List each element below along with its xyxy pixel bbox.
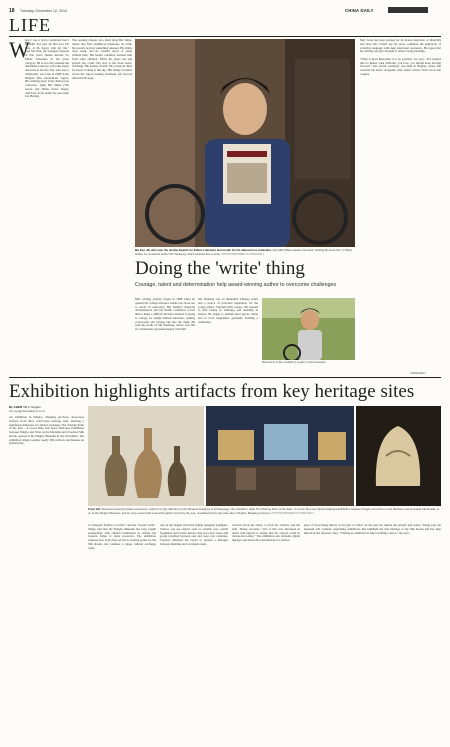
story2-photo-ivory bbox=[356, 406, 441, 506]
story1-byline: CHINA DAILY bbox=[410, 372, 426, 375]
ivory-vessel-illustration bbox=[356, 406, 441, 506]
story-divider bbox=[9, 377, 441, 378]
story2-column-1: An exhibition in Ningbo, Zhejiang province, showcases artifacts from three world-class heritage sites, marking a significant milestone in cultural exchange. The Starting Point of the East - A Cross-Time and Space Dialogue Exhibition between Ningbo and Xi'an on the Maritime and Overland Silk Roads, opened at the Ningbo Museum in late November. The exhibition brings together nearly 300 artifacts and features an ancient map. bbox=[9, 416, 84, 446]
story2-photo-exhibition bbox=[206, 406, 354, 506]
main-photo-caption: Ma Xun, 26, who won the Junma Awards for Ethnic Literature last month for his debut prose collection, Qing Bai Shijie releases his book, holding the book Wo Yu Shien written by renowned author Shi Tiesheng, which inspired him to write. PHOTOS PROVIDED TO CHINA DAILY bbox=[135, 248, 353, 256]
issue-date: Tuesday, December 12, 2014 bbox=[20, 8, 67, 13]
story2-column-5: pure of showcasing history is not just to reflect on the past but inspire the present and future. Zhang says the museum will continue organizing exhibitions that highlight the rich heritage of the Silk Roads and the deep historical ties between cities. "Visiting an exhibition is like travelling a place," she says. bbox=[304, 524, 441, 535]
story1-column-4: Shi Tiesheng was an influential Chinese writer and a source of profound inspiration for the young author. Through Shi's essays, Ma learned to find beauty in suffering and meaning in silence. He began to publish short pieces online and in local magazines, gradually building a readership. bbox=[198, 298, 258, 324]
header-rule bbox=[9, 36, 441, 37]
story1-column-1: hen I was a doctor predicted that I wouldn't live past 10. But now I'm here, at 26, happy with my life," says Ma Xun, the youngest laureate of this year's Junma Awards for Ethnic Literature in the prose category. He is not only talented but determined and has overcome many obstacles in his life. Ma, who uses a wheelchair, was born in 1988 in the Ningxia Hui autonomous region. His winning piece is his debut prose collection, Qing Bai Shijie (The Green and White Stone Steps), which he wrote under the pen name Liu Hexing. bbox=[25, 39, 69, 99]
story2-column-4: worried about the safety of both the artifacts and the staff. Zhang recounts, "All of this was discussed in detail with experts to ensure that the objects could be transported safely." The exhibition also includes digital displays and interactive installations for visitors. bbox=[232, 524, 300, 542]
author-with-book-illustration bbox=[135, 39, 355, 247]
secondary-photo bbox=[262, 298, 355, 360]
story1-headline: Doing the 'write' thing bbox=[135, 258, 305, 279]
story2-column-3: trap in the largest and most highly designed examples. Visitors can see objects such as ceramic pots, textile fragments and bronze mirrors that trace how ideas and goods travelled between east and west over centuries. Curators designed the layout to present a dialogue between maritime and overland routes. bbox=[160, 524, 228, 546]
publication-logo bbox=[388, 7, 428, 13]
author-in-park-illustration bbox=[262, 298, 355, 360]
story1-column-3: Ma's writing journey began in 2008 when he opened his college entrance exams but chose not to enroll in university. His family's financial circumstances and his health conditions forced him to make a difficult decision. Instead of going to college, he taught himself literature, reading voraciously and writing late into the night. He read the works of Shi Tiesheng, whose own life in a wheelchair resonated deeply with him. bbox=[135, 298, 195, 331]
story2-byline: By CHEN YU in Ningbo chenyu@chinadaily.com.cn bbox=[9, 405, 46, 413]
publication-name: CHINA DAILY bbox=[345, 8, 374, 13]
page-number: 18 bbox=[9, 8, 15, 14]
exhibition-hall-illustration bbox=[206, 406, 354, 506]
secondary-photo-caption: Ma beams in the sunlight in a park in his hometown. bbox=[262, 360, 327, 364]
section-title: LIFE bbox=[9, 15, 51, 35]
main-photo bbox=[135, 39, 355, 247]
story1-deck: Courage, talent and determination help award-winning author to overcome challenges bbox=[135, 282, 337, 288]
story2-photo-bottles bbox=[88, 406, 204, 506]
story2-photo-caption: From left: Perfumed ceramic bottles and pieces, relics from the collection of the Shaanxi Academy of Archaeology; the exhibition, titled The Starting Point of the East - A Cross-Time and Space Dialogue Exhibition between Ningbo and Xi'an on the Maritime and Overland Silk Roads, is on at the Ningbo Museum; and an ivory vessel with a two-bird pattern found by the sea, unearthed at the Hemudu site in Ningbo, Zhejiang province. PHOTOS PROVIDED TO CHINA DAILY bbox=[88, 507, 439, 515]
story1-column-5: Ma's book has been praised for its honest depiction of disability and rural life. Critics say his prose combines the simplicity of everyday language with deep emotional resonance. He hopes that his writing can give strength to others facing hardship. "What is most important is to be positive," he says. "I've learned that no matter what difficulty you face, you should keep moving forward." The award ceremony was held in Beijing, where Ma received the honor alongside other ethnic writers from across the country. bbox=[360, 39, 441, 76]
drop-cap: W bbox=[9, 37, 30, 62]
story2-headline: Exhibition highlights artifacts from key heritage sites bbox=[9, 381, 415, 402]
story2-column-2: of Chang'an Tianbao Corridor" and the "Grand Canal". Zhang said that the Ningbo Museum has long sought partnerships with cultural institutions in central and western China to share resources. The exhibition explores how both cities served as starting points for the Silk Roads and continue to shape cultural exchange today. bbox=[88, 524, 156, 550]
ceramic-bottles-illustration bbox=[88, 406, 204, 506]
story1-column-2: The opening chapter, also titled Qing Bai Shijie, delves into Ma's childhood memories. At birth, his parents noticed something unusual. His limbs were weak, and he couldn't move or stand without help. His health condition isolated him from other children. While his peers ran and played, the could only stay at the stone steps, watching. His mother recalls: 'He would sit there for hours looking at the sky.' His family travelled across the region seeking treatment, but doctors offered little hope. bbox=[72, 39, 132, 80]
